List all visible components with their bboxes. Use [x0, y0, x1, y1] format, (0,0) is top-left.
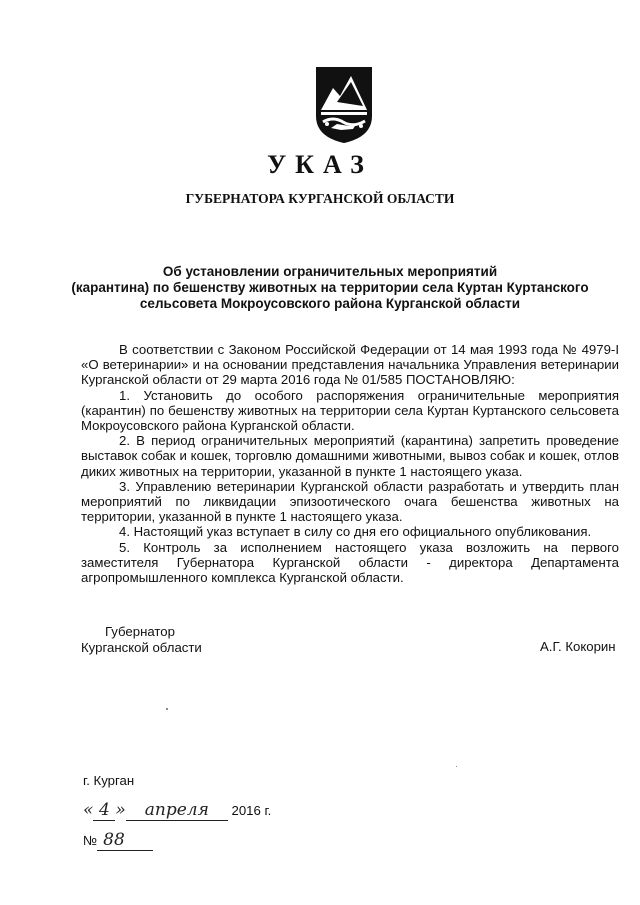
signatory-position-line: Курганской области: [81, 640, 202, 655]
signatory-name: А.Г. Кокорин: [540, 639, 616, 654]
number-label: №: [83, 833, 98, 848]
scan-speck: [166, 708, 168, 710]
number-value: 88: [97, 830, 153, 851]
signatory-position: [81, 624, 202, 656]
clause-3: 3. Управлению ветеринарии Курганской области разработать и утвердить план мероприятий по ликвидации эпизоотического очага бешенства животных на территории, указанной в пункте 1 настоящего указа.: [81, 478, 619, 525]
document-number: [83, 830, 153, 851]
coat-of-arms-icon: [313, 66, 375, 144]
document-title: УКАЗ: [267, 150, 373, 179]
document-heading: [60, 264, 600, 312]
document-body: [81, 342, 619, 585]
preamble-paragraph: В соответствии с Законом Российской Федерации от 14 мая 1993 года № 4979-I «О ветеринарии» и на основании представления начальника Управления ветеринарии Курганской области от 29 марта 2016 года № 01/585 ПОСТАНОВЛЯЮ:: [81, 342, 619, 388]
issue-date: [83, 800, 271, 821]
date-month: апреля: [126, 800, 228, 821]
heading-line: (карантина) по бешенству животных на территории села Куртан Куртанского: [71, 280, 589, 295]
document-issuer: ГУБЕРНАТОРА КУРГАНСКОЙ ОБЛАСТИ: [185, 191, 455, 206]
date-year: 2016 г.: [231, 803, 272, 818]
heading-line: сельсовета Мокроусовского района Курганской области: [139, 296, 521, 311]
clause-1: 1. Установить до особого распоряжения ограничительные мероприятия (карантин) по бешенству животных на территории села Куртан Куртанского сельсовета Мокроусовского района Курганской области.: [81, 387, 619, 434]
clause-2: 2. В период ограничительных мероприятий (карантина) запретить проведение выставок собак и кошек, торговлю домашними животными, вывоз собак и кошек, отлов диких животных на территории, указанной в пункте 1 настоящего указа.: [81, 433, 619, 479]
clause-5: 5. Контроль за исполнением настоящего указа возложить на первого заместителя Губернатора Курганской области - директора Департамента агропромышленного комплекса Курганской области.: [81, 539, 619, 586]
date-day: 4: [93, 800, 115, 821]
scan-speck: [456, 766, 457, 767]
date-close-quote: »: [115, 800, 126, 820]
date-open-quote: «: [83, 800, 94, 820]
signatory-position-line: Губернатор: [105, 624, 175, 639]
heading-line: Об установлении ограничительных мероприятий: [162, 264, 498, 279]
issue-city: г. Курган: [83, 773, 135, 788]
clause-4: 4. Настоящий указ вступает в силу со дня его официального опубликования.: [119, 524, 592, 540]
